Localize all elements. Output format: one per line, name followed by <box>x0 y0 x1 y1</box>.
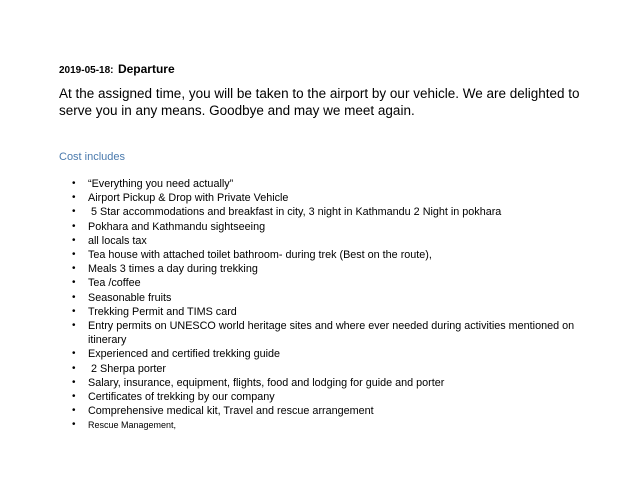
bullet-icon: • <box>72 405 76 417</box>
cost-includes-list <box>59 177 604 433</box>
list-item-text: “Everything you need actually” <box>88 178 234 190</box>
list-item <box>59 276 604 290</box>
list-item <box>59 205 604 219</box>
list-item-text: 5 Star accommodations and breakfast in city, 3 night in Kathmandu 2 Night in pokhara <box>88 206 502 219</box>
list-item <box>59 248 604 262</box>
bullet-icon: • <box>72 234 76 246</box>
list-item-text: Seasonable fruits <box>88 291 172 304</box>
list-item <box>59 418 604 432</box>
list-item-text: Rescue Management, <box>88 420 177 431</box>
bullet-icon: • <box>72 348 76 360</box>
day-description: At the assigned time, you will be taken to the airport by our vehicle. We are delighted to serve you in any means. Goodbye and may we meet again. <box>59 86 580 118</box>
list-item-text: all locals tax <box>88 234 147 247</box>
bullet-icon: • <box>72 206 76 218</box>
list-item-text: Salary, insurance, equipment, flights, food and lodging for guide and porter <box>88 376 445 389</box>
list-item-text: Tea /coffee <box>88 277 141 290</box>
day-heading <box>59 60 175 78</box>
list-item <box>59 362 604 376</box>
list-item-text: Comprehensive medical kit, Travel and rescue arrangement <box>88 405 374 418</box>
list-item-text: Entry permits on UNESCO world heritage sites and where ever needed during activities mentioned on itinerary <box>88 320 575 347</box>
bullet-icon: • <box>72 249 76 261</box>
bullet-icon: • <box>72 277 76 289</box>
list-item <box>59 319 604 347</box>
day-title: Departure <box>117 62 175 76</box>
list-item <box>59 390 604 404</box>
list-item-text: Trekking Permit and TIMS card <box>88 305 237 318</box>
list-item-text: Certificates of trekking by our company <box>88 391 275 404</box>
list-item <box>59 234 604 248</box>
cost-includes-heading: Cost includes <box>59 151 126 163</box>
list-item-text: Meals 3 times a day during trekking <box>88 263 258 276</box>
list-item <box>59 177 604 191</box>
bullet-icon: • <box>72 419 76 431</box>
bullet-icon: • <box>72 320 76 332</box>
bullet-icon: • <box>72 362 76 374</box>
list-item-text: Experienced and certified trekking guide <box>88 348 281 361</box>
list-item <box>59 220 604 234</box>
bullet-icon: • <box>72 391 76 403</box>
bullet-icon: • <box>72 291 76 303</box>
list-item-text: Airport Pickup & Drop with Private Vehicle <box>88 192 289 205</box>
bullet-icon: • <box>72 305 76 317</box>
list-item <box>59 376 604 390</box>
bullet-icon: • <box>72 178 76 189</box>
list-item <box>59 191 604 205</box>
list-item-text: 2 Sherpa porter <box>88 362 167 375</box>
list-item <box>59 347 604 361</box>
list-item <box>59 291 604 305</box>
list-item-text: Tea house with attached toilet bathroom- during trek (Best on the route), <box>88 249 432 262</box>
bullet-icon: • <box>72 192 76 204</box>
day-date: 2019-05-18: <box>59 65 114 76</box>
bullet-icon: • <box>72 263 76 275</box>
list-item <box>59 262 604 276</box>
bullet-icon: • <box>72 376 76 388</box>
list-item <box>59 404 604 418</box>
list-item <box>59 305 604 319</box>
bullet-icon: • <box>72 220 76 232</box>
list-item-text: Pokhara and Kathmandu sightseeing <box>88 220 266 233</box>
